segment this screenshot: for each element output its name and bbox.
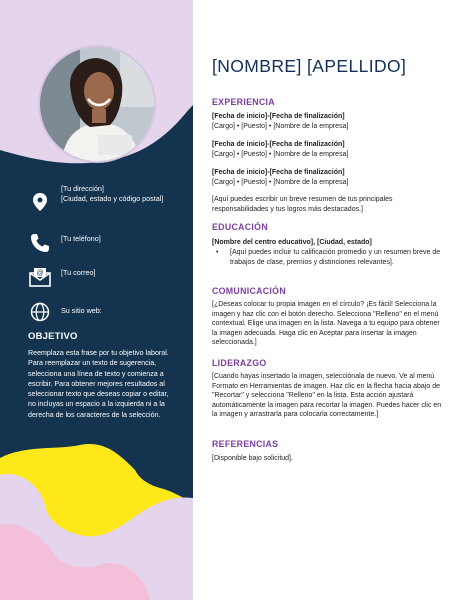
email-row xyxy=(28,265,96,289)
phone-icon xyxy=(28,231,52,255)
page-title: [NOMBRE] [APELLIDO] xyxy=(212,56,407,76)
leadership-heading: LIDERAZGO xyxy=(212,358,267,368)
email-text: [Tu correo] xyxy=(61,268,96,277)
job-3-dates: [Fecha de inicio]-[Fecha de finalización] xyxy=(212,169,345,176)
svg-text:@: @ xyxy=(36,270,44,277)
job-2-dates: [Fecha de inicio]-[Fecha de finalización] xyxy=(212,141,345,148)
education-school: [Nombre del centro educativo], [Ciudad, estado] xyxy=(212,239,372,246)
objective-body: Reemplaza esta frase por tu objetivo laboral. Para reemplazar un texto de sugerencia, selecciona una línea de texto y comienza a escribir. Para obtener mejores resultados al seleccionar texto que deseas copiar o editar, no incluyas un espacio a la izquierda ni a la derecha de los caracteres de la selección. xyxy=(28,349,169,419)
job-3-role: [Cargo] • [Puesto] • [Nombre de la empresa] xyxy=(212,179,349,186)
location-pin-icon xyxy=(28,190,52,214)
experience-summary: [Aquí puedes escribir un breve resumen de tus principales responsabilidades y tus logros más destacados.] xyxy=(212,196,393,213)
address-row xyxy=(28,184,164,214)
address-text: [Tu dirección] [Ciudad, estado y código postal] xyxy=(61,184,164,203)
objective-heading: OBJETIVO xyxy=(28,331,78,342)
leadership-body: [Cuando hayas insertado la imagen, selecciónala de nuevo. Ve al menú Formato en Herramientas de imagen. Haz clic en la flecha hacia abajo de "Recortar" y selecciona "Relleno" en la lista. Esta acción ajustará automáticamente la imagen para recortar la imagen. Puedes hacer clic en la imagen y arrastrarla para colocarla correctamente.] xyxy=(212,373,442,419)
communication-body: [¿Deseas colocar tu propia imagen en el círculo? ¡Es fácil! Selecciona la imagen y haz clic con el botón derecho. Selecciona "Relleno" en el menú contextual. Elige una imagen en la lista. Navega a tu equipo para obtener la imagen adecuada. Haga clic en Aceptar para insertar la imagen seleccionada.] xyxy=(212,301,440,347)
website-text: Su sitio web: xyxy=(61,306,102,315)
portrait-image xyxy=(40,47,154,161)
education-detail-text: [Aquí puedes incluir tu calificación promedio y un resumen breve de trabajos de clase, premios y distinciones relevantes]. xyxy=(230,249,441,266)
communication-heading: COMUNICACIÓN xyxy=(212,286,286,296)
globe-icon xyxy=(28,300,52,324)
email-icon xyxy=(28,265,52,289)
experience-heading: EXPERIENCIA xyxy=(212,97,275,107)
website-row xyxy=(28,300,102,324)
profile-photo[interactable] xyxy=(38,45,156,163)
bullet-icon: • xyxy=(216,249,219,256)
references-heading: REFERENCIAS xyxy=(212,439,279,449)
job-1-role: [Cargo] • [Puesto] • [Nombre de la empresa] xyxy=(212,123,349,130)
sidebar xyxy=(0,0,193,600)
job-1-dates: [Fecha de inicio]-[Fecha de finalización] xyxy=(212,113,345,120)
job-2-role: [Cargo] • [Puesto] • [Nombre de la empresa] xyxy=(212,151,349,158)
references-body: [Disponible bajo solicitud]. xyxy=(212,455,293,462)
phone-text: [Tu teléfono] xyxy=(61,234,101,243)
phone-row xyxy=(28,231,101,255)
education-heading: EDUCACIÓN xyxy=(212,222,268,232)
